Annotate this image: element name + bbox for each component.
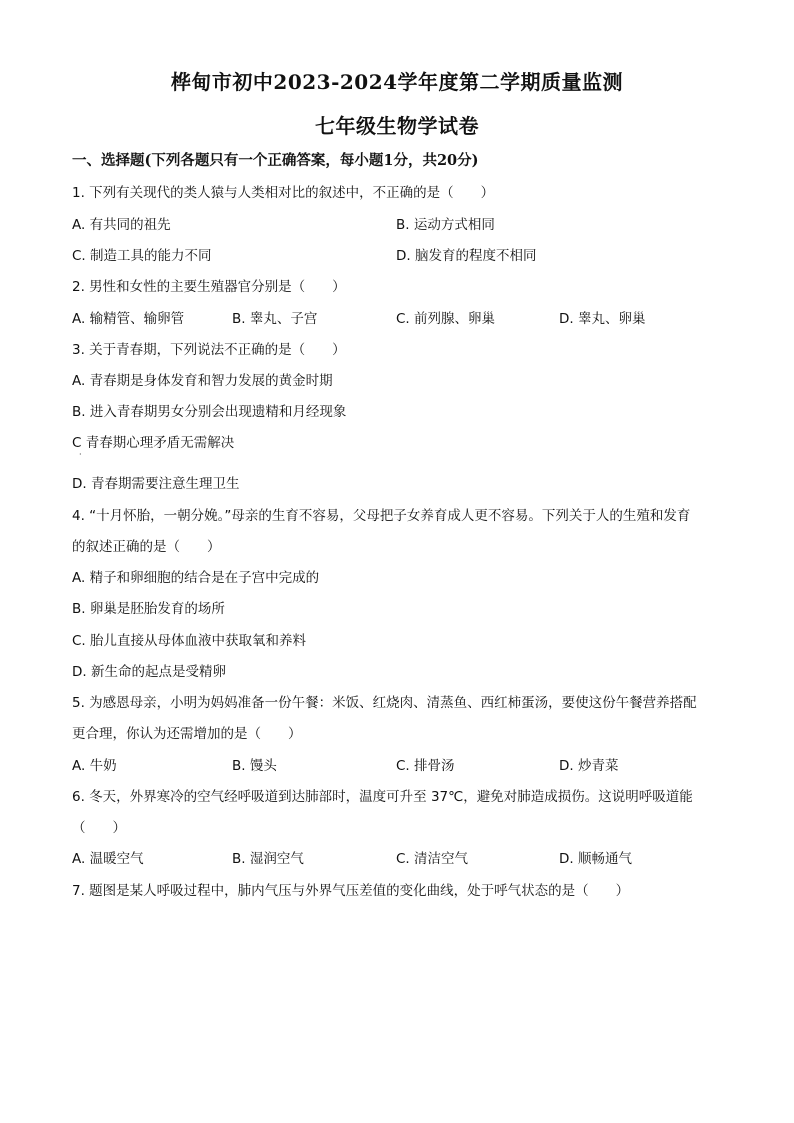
question-5-options-row bbox=[72, 754, 722, 774]
question-2-options-row bbox=[72, 307, 722, 327]
question-5-stem-line-2: 更合理，你认为还需增加的是（ ） bbox=[72, 726, 302, 742]
question-1-option-b: B. 运动方式相同 bbox=[396, 217, 495, 233]
question-3-option-b: B. 进入青春期男女分别会出现遗精和月经现象 bbox=[72, 404, 347, 420]
question-6-option-b: B. 湿润空气 bbox=[232, 851, 304, 867]
question-5-option-a: A. 牛奶 bbox=[72, 758, 117, 774]
question-3-stem: 3. 关于青春期，下列说法不正确的是（ ） bbox=[72, 342, 346, 358]
question-2-option-b: B. 睾丸、子宫 bbox=[232, 311, 318, 327]
question-2-stem: 2. 男性和女性的主要生殖器官分别是（ ） bbox=[72, 279, 346, 295]
question-4-option-b: B. 卵巢是胚胎发育的场所 bbox=[72, 601, 225, 617]
question-6-option-d: D. 顺畅通气 bbox=[559, 851, 632, 867]
question-2-option-d: D. 睾丸、卵巢 bbox=[559, 311, 646, 327]
question-6-stem-line-2: （ ） bbox=[72, 820, 126, 836]
question-5-option-c: C. 排骨汤 bbox=[396, 758, 455, 774]
question-2-option-a: A. 输精管、输卵管 bbox=[72, 311, 185, 327]
question-7-stem: 7. 题图是某人呼吸过程中，肺内气压与外界气压差值的变化曲线，处于呼气状态的是（ ） bbox=[72, 883, 630, 899]
question-1-option-a: A. 有共同的祖先 bbox=[72, 217, 171, 233]
question-3-option-d: D. 青春期需要注意生理卫生 bbox=[72, 476, 240, 492]
question-4-stem-line-1: 4. “十月怀胎，一朝分娩。”母亲的生育不容易，父母把子女养育成人更不容易。下列关于人的生殖和发育 bbox=[72, 508, 691, 524]
question-6-option-a: A. 温暖空气 bbox=[72, 851, 144, 867]
question-3-option-a: A. 青春期是身体发育和智力发展的黄金时期 bbox=[72, 373, 333, 389]
stray-dot: · bbox=[79, 450, 82, 459]
question-1-stem: 1. 下列有关现代的类人猿与人类相对比的叙述中，不正确的是（ ） bbox=[72, 185, 495, 201]
question-5-option-b: B. 馒头 bbox=[232, 758, 277, 774]
question-4-option-d: D. 新生命的起点是受精卵 bbox=[72, 664, 226, 680]
exam-subtitle: 七年级生物学试卷 bbox=[315, 114, 479, 138]
question-5-stem-line-1: 5. 为感恩母亲，小明为妈妈准备一份午餐：米饭、红烧肉、清蒸鱼、西红柿蛋汤，要使这份午餐营养搭配 bbox=[72, 695, 697, 711]
question-1-option-c: C. 制造工具的能力不同 bbox=[72, 248, 212, 264]
question-6-options-row bbox=[72, 847, 722, 867]
question-1-option-d: D. 脑发育的程度不相同 bbox=[396, 248, 537, 264]
question-4-option-c: C. 胎儿直接从母体血液中获取氧和养料 bbox=[72, 633, 307, 649]
question-4-stem-line-2: 的叙述正确的是（ ） bbox=[72, 539, 221, 555]
question-5-option-d: D. 炒青菜 bbox=[559, 758, 619, 774]
question-3-option-c: C 青春期心理矛盾无需解决 bbox=[72, 435, 235, 451]
section-heading: 一、选择题(下列各题只有一个正确答案，每小题1分，共20分) bbox=[72, 152, 479, 169]
question-6-option-c: C. 清洁空气 bbox=[396, 851, 469, 867]
question-4-option-a: A. 精子和卵细胞的结合是在子宫中完成的 bbox=[72, 570, 320, 586]
question-1-options-row-2 bbox=[72, 244, 722, 264]
question-2-option-c: C. 前列腺、卵巢 bbox=[396, 311, 496, 327]
exam-title: 桦甸市初中2023-2024学年度第二学期质量监测 bbox=[170, 70, 624, 94]
question-1-options-row-1 bbox=[72, 213, 722, 233]
question-6-stem-line-1: 6. 冬天，外界寒冷的空气经呼吸道到达肺部时，温度可升至 37℃，避免对肺造成损伤。这说明呼吸道能 bbox=[72, 789, 693, 805]
